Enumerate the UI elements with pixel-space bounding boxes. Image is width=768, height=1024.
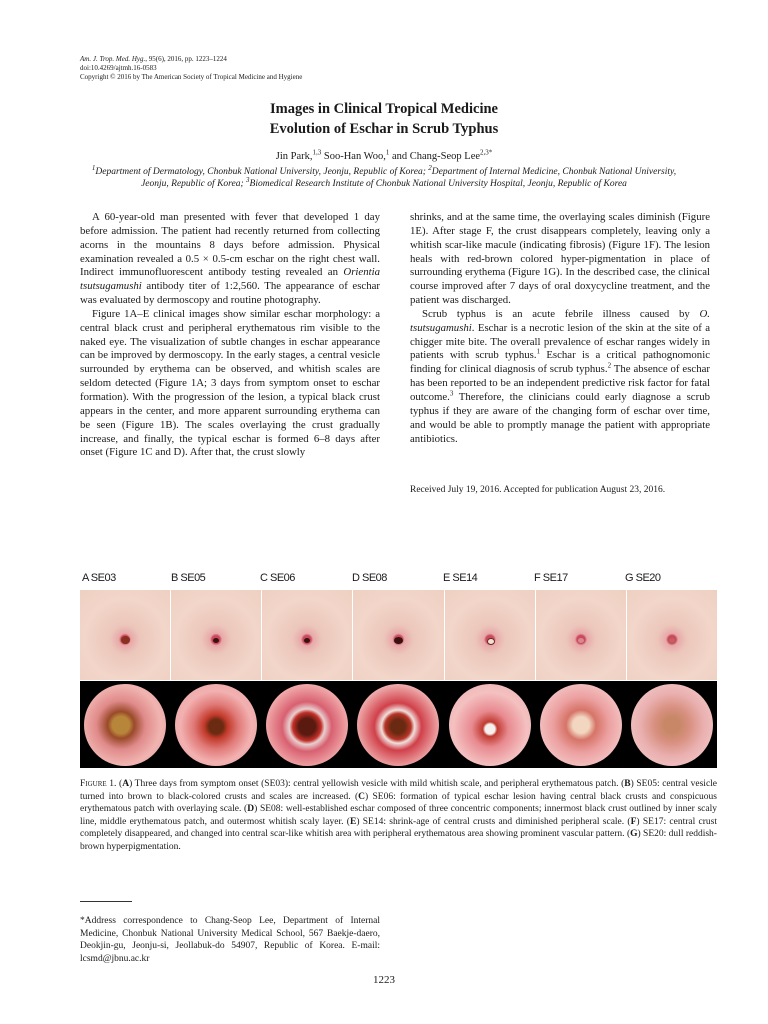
author-affil-sup: 2,3* xyxy=(480,148,493,157)
text-italic: O. tsutsugamushi xyxy=(410,307,710,334)
affiliations xyxy=(80,163,688,190)
paragraph xyxy=(80,211,380,308)
journal-citation: , 95(6), 2016, pp. 1223–1224 xyxy=(145,55,227,63)
clinical-photo xyxy=(80,590,170,680)
caption-panel-label: G xyxy=(630,829,638,839)
figure-1 xyxy=(80,572,717,768)
figure-number: Figure 1. xyxy=(80,779,117,789)
caption-panel-label: A xyxy=(122,779,130,789)
ref-sup: 2 xyxy=(607,361,612,370)
ref-sup: 1 xyxy=(536,347,541,356)
author-name: Soo-Han Woo, xyxy=(321,151,386,162)
article-title: Evolution of Eschar in Scrub Typhus xyxy=(269,121,499,137)
paragraph xyxy=(410,308,710,446)
clinical-photo xyxy=(262,590,352,680)
text: A 60-year-old man presented with fever that developed 1 day before admission. The patient had recently returned from collecting acorns in the mountains 8 days before admission. Physical examination revealed a 0.5 × 0.5-cm eschar on the right chest wall. Indirect immunofluorescent antibody testing revealed an xyxy=(80,211,380,279)
panel-labels xyxy=(80,572,717,588)
section-title: Images in Clinical Tropical Medicine xyxy=(270,101,498,117)
panel-label: C SE06 xyxy=(260,572,295,584)
body-column-left xyxy=(80,211,380,460)
dermoscopy-image xyxy=(445,681,535,768)
affiliation-1: Department of Dermatology, Chonbuk National University, Jeonju, Republic of Korea; xyxy=(95,167,429,177)
clinical-photo xyxy=(353,590,443,680)
author-list xyxy=(0,150,768,163)
copyright: Copyright © 2016 by The American Society of Tropical Medicine and Hygiene xyxy=(80,73,303,81)
text: . Eschar is a necrotic lesion of the skin at the site of a chigger mite bite. The overall prevalence of eschar ranges widely in patients with scrub typhus. xyxy=(410,321,710,362)
text-italic: Orientia tsutsugamushi xyxy=(80,266,380,293)
caption-text: ) SE17: central crust completely disappeared, and changed into central scar-like whitish area with peripheral erythematous area showing prominent vascular pattern. xyxy=(80,816,717,839)
caption-text: ) Three days from symptom onset (SE03): central yellowish vesicle with mild whitish scale, and peripheral erythematous patch. xyxy=(129,779,619,789)
text: Eschar is a critical pathognomonic finding for clinical diagnosis of scrub typhus. xyxy=(410,349,710,376)
caption-panel-label: E xyxy=(349,816,357,827)
doi: doi:10.4269/ajtmh.16-0583 xyxy=(80,64,157,72)
caption-text: ) SE08: well-established eschar composed of three concentric components; innermost black crust outlined by inner scaly line, middle erythematous patch, and outermost whitish scaly layer. xyxy=(80,804,717,827)
author-affil-sup: 1 xyxy=(385,148,390,157)
panel-label: E SE14 xyxy=(443,572,478,584)
clinical-photo-row xyxy=(80,590,717,680)
journal-header xyxy=(80,55,302,82)
dermoscopy-row xyxy=(80,681,717,768)
caption-text: ) SE06: formation of typical eschar lesion having central black crusts and conspicuous erythematous patch with overlaying scale. xyxy=(80,791,717,814)
caption-panel-label: B xyxy=(624,779,631,789)
text: antibody titer of 1:2,560. The appearance of eschar was evaluated by dermoscopy and routine photography. xyxy=(80,280,380,307)
author-name: and Chang-Seop Lee xyxy=(389,151,481,162)
ref-sup: 3 xyxy=(449,389,454,398)
affiliation-3: Biomedical Research Institute of Chonbuk National University Hospital, Jeonju, Republic of Korea xyxy=(249,179,627,189)
caption-panel-label: D xyxy=(247,804,255,814)
panel-label: F SE17 xyxy=(534,572,568,584)
panel-label: B SE05 xyxy=(171,572,206,584)
caption-panel-label: C xyxy=(358,791,365,802)
clinical-photo xyxy=(445,590,535,680)
page-number: 1223 xyxy=(373,974,395,986)
caption-panel-label: F xyxy=(630,816,637,827)
affil-num: 3 xyxy=(246,175,250,184)
clinical-photo xyxy=(627,590,717,680)
title-block xyxy=(0,100,768,138)
affiliation-2: Department of Internal Medicine, Chonbuk National University, Jeonju, Republic of Korea; xyxy=(141,167,677,189)
panel-label: G SE20 xyxy=(625,572,661,584)
body-column-right xyxy=(410,211,710,446)
clinical-photo xyxy=(171,590,261,680)
correspondence-footnote: *Address correspondence to Chang-Seop Lee, Department of Internal Medicine, Chonbuk National University Medical School, 567 Baekje-daero, Deokjin-gu, Jeonju-si, Jeollabuk-do 54907, Republic of Korea. E-mail: lcsmd@jbnu.ac.kr xyxy=(80,916,380,964)
text: Scrub typhus is an acute febrile illness caused by xyxy=(422,307,700,320)
caption-text: ) SE05: central vesicle turned into brown to black-colored crusts and scales are increased. xyxy=(80,779,718,802)
dermoscopy-image xyxy=(171,681,261,768)
paragraph: shrinks, and at the same time, the overlaying scales diminish (Figure 1E). After stage F, the crust disappears completely, leaving only a whitish scar-like macule (indicating fibrosis) (Figure 1F). The lesion heals with red-brown colored hyper-pigmentation in place of surrounding erythema (Figure 1G). In the described case, the clinical course improved after 7 days of oral doxycycline treatment, and the patient was discharged. xyxy=(410,211,710,307)
dermoscopy-image xyxy=(353,681,443,768)
panel-label: D SE08 xyxy=(352,572,387,584)
author-affil-sup: 1,3 xyxy=(312,148,322,157)
affil-num: 1 xyxy=(91,163,96,172)
caption-text: ) SE20: dull reddish-brown hyperpigmentation. xyxy=(80,829,717,852)
dermoscopy-image xyxy=(80,681,170,768)
figure-caption: Figure 1. (A) Three days from symptom onset (SE03): central yellowish vesicle with mild whitish scale, and peripheral erythematous patch. (B) SE05: central vesicle turned into brown to black-colored crusts and scales are increased. (C) SE06: formation of typical eschar lesion having central black crusts and conspicuous erythematous patch with overlaying scale. (D) SE08: well-established eschar composed of three concentric components; innermost black crust outlined by inner scaly line, middle erythematous patch, and outermost whitish scaly layer. (E) SE14: shrink-age of central crusts and diminished peripheral scale. (F) SE17: central crust completely disappeared, and changed into central scar-like whitish area with peripheral erythematous area showing prominent vascular pattern. (G) SE20: dull reddish-brown hyperpigmentation. xyxy=(80,779,718,852)
dermoscopy-image xyxy=(536,681,626,768)
clinical-photo xyxy=(536,590,626,680)
text: The absence of eschar has been reported to be an independent predictive risk factor for fatal outcome. xyxy=(410,363,710,403)
received-date: Received July 19, 2016. Accepted for publication August 23, 2016. xyxy=(410,485,666,495)
dermoscopy-image xyxy=(262,681,352,768)
journal-name: Am. J. Trop. Med. Hyg. xyxy=(80,55,146,63)
affil-num: 2 xyxy=(428,163,432,172)
caption-text: ) SE14: shrink-age of central crusts and diminished peripheral scale. xyxy=(356,816,625,827)
paragraph: Figure 1A–E clinical images show similar eschar morphology: a central black crust and peripheral erythematous rim visible to the naked eye. The visualization of subtle changes in eschar appearance can be improved by dermoscopy. In the early stages, a central vesicle surrounded by erythema can be observed, and whitish scales are seldom detected (Figure 1A; 3 days from symptom onset to eschar formation). With the progression of the lesion, a typical black crust appears in the center, and more apparent surrounding erythema can be seen (Figure 1B). The scales overlaying the crust gradually increase, and finally, the typical eschar is formed 6–8 days after onset (Figure 1C and D). After that, the crust slowly xyxy=(80,307,380,459)
panel-label: A SE03 xyxy=(82,572,116,584)
footnote-divider xyxy=(80,901,132,902)
dermoscopy-image xyxy=(627,681,717,768)
author-name: Jin Park, xyxy=(275,151,313,162)
text: Therefore, the clinicians could early diagnose a scrub typhus if they are aware of the changing form of eschar over time, and would be able to promptly manage the patient with appropriate antibiotics. xyxy=(410,390,710,445)
